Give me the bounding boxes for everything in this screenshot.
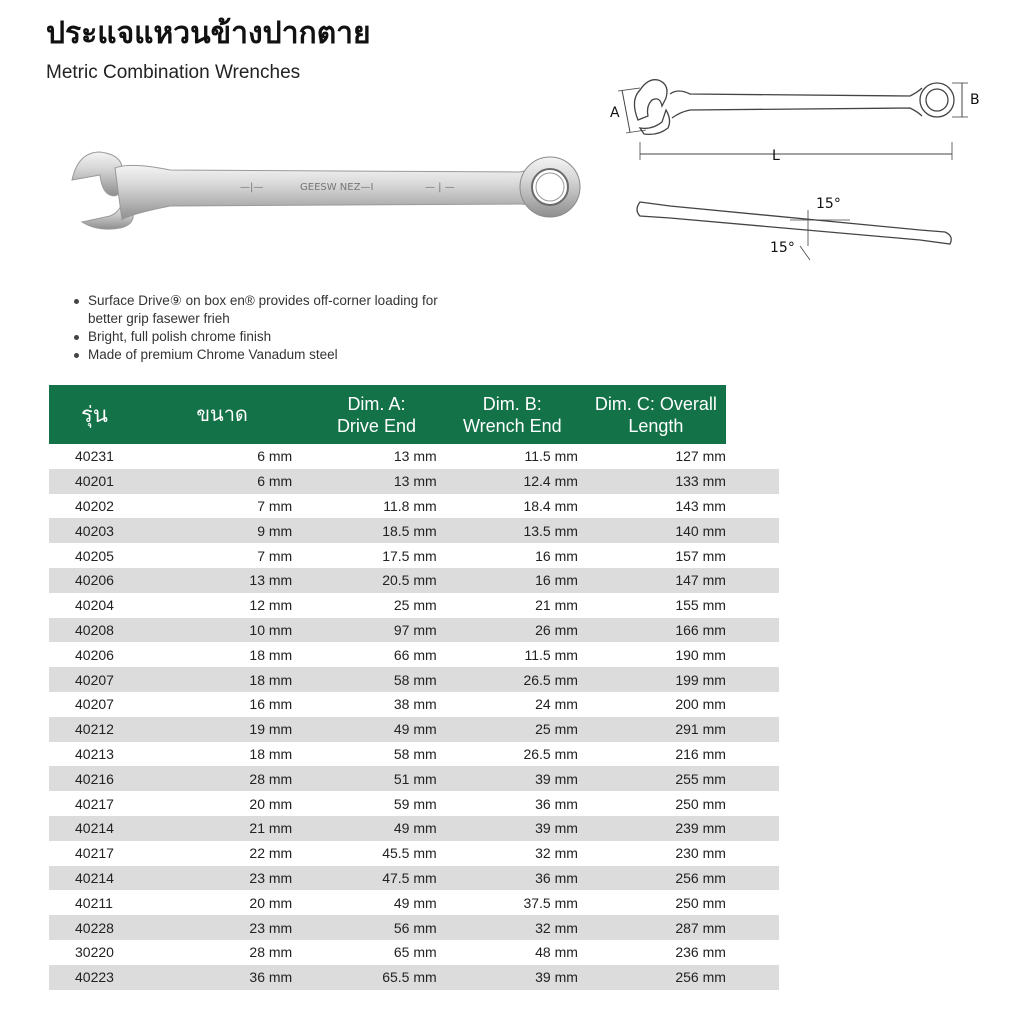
table-row: [49, 791, 779, 816]
dimension-diagram: [600, 70, 1010, 270]
cell-dim-c: 250 mm: [578, 890, 726, 915]
cell-size: 12 mm: [172, 593, 292, 618]
table-row: [49, 667, 779, 692]
cell-dim-b: 36 mm: [437, 866, 578, 891]
cell-dim-c: 199 mm: [578, 667, 726, 692]
cell-dim-c: 143 mm: [578, 494, 726, 519]
cell-dim-b: 36 mm: [437, 791, 578, 816]
cell-dim-c: 200 mm: [578, 692, 726, 717]
cell-dim-c: 256 mm: [578, 866, 726, 891]
page-title: ประแจแหวนข้างปากตาย: [46, 16, 371, 51]
cell-size: 18 mm: [172, 642, 292, 667]
header-dim-a: Dim. A: Drive End: [292, 385, 436, 444]
cell-dim-c: 166 mm: [578, 618, 726, 643]
cell-model: 40206: [49, 568, 172, 593]
page-subtitle: Metric Combination Wrenches: [46, 62, 301, 83]
cell-dim-b: 48 mm: [437, 940, 578, 965]
header-model: รุ่น: [49, 385, 172, 444]
cell-dim-a: 20.5 mm: [292, 568, 436, 593]
angle-top-label: 15°: [816, 196, 841, 212]
cell-model: 40223: [49, 965, 172, 990]
table-row: [49, 593, 779, 618]
row-spacer: [726, 766, 779, 791]
cell-dim-b: 24 mm: [437, 692, 578, 717]
cell-dim-c: 291 mm: [578, 717, 726, 742]
cell-dim-c: 147 mm: [578, 568, 726, 593]
table-row: [49, 742, 779, 767]
cell-size: 18 mm: [172, 667, 292, 692]
cell-model: 40208: [49, 618, 172, 643]
cell-dim-b: 39 mm: [437, 816, 578, 841]
cell-size: 7 mm: [172, 543, 292, 568]
cell-model: 40214: [49, 816, 172, 841]
row-spacer: [726, 469, 779, 494]
cell-size: 18 mm: [172, 742, 292, 767]
cell-dim-b: 39 mm: [437, 965, 578, 990]
row-spacer: [726, 543, 779, 568]
table-row: [49, 543, 779, 568]
cell-dim-b: 11.5 mm: [437, 444, 578, 469]
cell-model: 40201: [49, 469, 172, 494]
header-size: ขนาด: [172, 385, 292, 444]
table-row: [49, 766, 779, 791]
cell-dim-c: 216 mm: [578, 742, 726, 767]
cell-size: 10 mm: [172, 618, 292, 643]
cell-model: 40217: [49, 841, 172, 866]
cell-dim-a: 66 mm: [292, 642, 436, 667]
cell-dim-c: 133 mm: [578, 469, 726, 494]
label-b: B: [970, 92, 980, 108]
cell-dim-b: 18.4 mm: [437, 494, 578, 519]
table-row: [49, 568, 779, 593]
cell-model: 40213: [49, 742, 172, 767]
cell-model: 40211: [49, 890, 172, 915]
table-row: [49, 518, 779, 543]
row-spacer: [726, 444, 779, 469]
row-spacer: [726, 791, 779, 816]
cell-dim-a: 65 mm: [292, 940, 436, 965]
cell-model: 40216: [49, 766, 172, 791]
row-spacer: [726, 742, 779, 767]
cell-model: 40205: [49, 543, 172, 568]
row-spacer: [726, 841, 779, 866]
cell-size: 21 mm: [172, 816, 292, 841]
cell-size: 22 mm: [172, 841, 292, 866]
cell-dim-a: 97 mm: [292, 618, 436, 643]
cell-size: 13 mm: [172, 568, 292, 593]
cell-size: 28 mm: [172, 766, 292, 791]
feature-item: Bright, full polish chrome finish: [72, 328, 472, 346]
cell-size: 6 mm: [172, 469, 292, 494]
table-row: [49, 642, 779, 667]
cell-dim-c: 236 mm: [578, 940, 726, 965]
cell-dim-b: 25 mm: [437, 717, 578, 742]
cell-dim-a: 13 mm: [292, 444, 436, 469]
angle-bottom-label: 15°: [770, 240, 795, 256]
table-row: [49, 692, 779, 717]
row-spacer: [726, 518, 779, 543]
wrench-photo: [60, 140, 600, 240]
cell-model: 40203: [49, 518, 172, 543]
table-row: [49, 469, 779, 494]
cell-dim-c: 127 mm: [578, 444, 726, 469]
cell-dim-a: 13 mm: [292, 469, 436, 494]
row-spacer: [726, 940, 779, 965]
cell-dim-c: 230 mm: [578, 841, 726, 866]
feature-list: [72, 292, 472, 364]
cell-dim-a: 49 mm: [292, 717, 436, 742]
cell-dim-b: 26.5 mm: [437, 742, 578, 767]
cell-dim-b: 32 mm: [437, 841, 578, 866]
cell-model: 40207: [49, 692, 172, 717]
cell-dim-b: 16 mm: [437, 568, 578, 593]
spec-table: [49, 385, 779, 990]
table-row: [49, 816, 779, 841]
cell-size: 23 mm: [172, 915, 292, 940]
row-spacer: [726, 618, 779, 643]
cell-dim-b: 11.5 mm: [437, 642, 578, 667]
row-spacer: [726, 816, 779, 841]
cell-dim-a: 38 mm: [292, 692, 436, 717]
cell-size: 7 mm: [172, 494, 292, 519]
cell-model: 40204: [49, 593, 172, 618]
cell-dim-c: 190 mm: [578, 642, 726, 667]
cell-dim-b: 39 mm: [437, 766, 578, 791]
cell-size: 28 mm: [172, 940, 292, 965]
cell-model: 40206: [49, 642, 172, 667]
table-body: [49, 444, 779, 990]
cell-dim-a: 45.5 mm: [292, 841, 436, 866]
row-spacer: [726, 890, 779, 915]
feature-item: Made of premium Chrome Vanadum steel: [72, 346, 472, 364]
cell-model: 30220: [49, 940, 172, 965]
cell-dim-c: 255 mm: [578, 766, 726, 791]
label-a: A: [610, 105, 620, 121]
cell-dim-a: 51 mm: [292, 766, 436, 791]
cell-dim-a: 58 mm: [292, 742, 436, 767]
table-row: [49, 841, 779, 866]
table-row: [49, 444, 779, 469]
row-spacer: [726, 717, 779, 742]
cell-dim-b: 16 mm: [437, 543, 578, 568]
cell-model: 40228: [49, 915, 172, 940]
label-l: L: [772, 148, 780, 164]
table-row: [49, 494, 779, 519]
table-header-row: [49, 385, 779, 444]
table-row: [49, 717, 779, 742]
cell-dim-b: 21 mm: [437, 593, 578, 618]
cell-size: 36 mm: [172, 965, 292, 990]
cell-dim-a: 11.8 mm: [292, 494, 436, 519]
row-spacer: [726, 915, 779, 940]
table-row: [49, 940, 779, 965]
row-spacer: [726, 866, 779, 891]
spec-table-wrap: [49, 385, 779, 990]
svg-text:— | —: — | —: [425, 182, 455, 193]
row-spacer: [726, 494, 779, 519]
row-spacer: [726, 965, 779, 990]
feature-item: Surface Drive⑨ on box en® provides off-corner loading for better grip fasewer frieh: [72, 292, 472, 328]
row-spacer: [726, 642, 779, 667]
cell-size: 9 mm: [172, 518, 292, 543]
cell-dim-c: 256 mm: [578, 965, 726, 990]
table-row: [49, 965, 779, 990]
cell-size: 23 mm: [172, 866, 292, 891]
row-spacer: [726, 667, 779, 692]
cell-size: 16 mm: [172, 692, 292, 717]
cell-model: 40202: [49, 494, 172, 519]
cell-size: 20 mm: [172, 791, 292, 816]
cell-dim-a: 65.5 mm: [292, 965, 436, 990]
cell-dim-c: 155 mm: [578, 593, 726, 618]
table-row: [49, 866, 779, 891]
cell-dim-c: 250 mm: [578, 791, 726, 816]
cell-dim-a: 56 mm: [292, 915, 436, 940]
cell-dim-c: 140 mm: [578, 518, 726, 543]
cell-dim-b: 26.5 mm: [437, 667, 578, 692]
table-row: [49, 890, 779, 915]
cell-size: 19 mm: [172, 717, 292, 742]
cell-dim-a: 17.5 mm: [292, 543, 436, 568]
cell-dim-b: 13.5 mm: [437, 518, 578, 543]
cell-dim-c: 239 mm: [578, 816, 726, 841]
row-spacer: [726, 593, 779, 618]
cell-dim-c: 287 mm: [578, 915, 726, 940]
cell-dim-b: 12.4 mm: [437, 469, 578, 494]
table-row: [49, 915, 779, 940]
cell-model: 40207: [49, 667, 172, 692]
row-spacer: [726, 568, 779, 593]
cell-dim-a: 58 mm: [292, 667, 436, 692]
cell-size: 20 mm: [172, 890, 292, 915]
cell-model: 40217: [49, 791, 172, 816]
row-spacer: [726, 692, 779, 717]
svg-text:GEESW NEZ—I: GEESW NEZ—I: [300, 182, 374, 193]
svg-text:—|—: —|—: [240, 182, 264, 193]
cell-model: 40231: [49, 444, 172, 469]
cell-dim-a: 49 mm: [292, 890, 436, 915]
cell-dim-a: 47.5 mm: [292, 866, 436, 891]
header-dim-c: Dim. C: Overall Length: [578, 385, 726, 444]
header-dim-b: Dim. B: Wrench End: [437, 385, 578, 444]
cell-dim-c: 157 mm: [578, 543, 726, 568]
cell-size: 6 mm: [172, 444, 292, 469]
cell-dim-b: 32 mm: [437, 915, 578, 940]
cell-dim-a: 59 mm: [292, 791, 436, 816]
cell-dim-a: 25 mm: [292, 593, 436, 618]
cell-dim-a: 49 mm: [292, 816, 436, 841]
table-row: [49, 618, 779, 643]
cell-model: 40214: [49, 866, 172, 891]
cell-dim-a: 18.5 mm: [292, 518, 436, 543]
cell-model: 40212: [49, 717, 172, 742]
cell-dim-b: 37.5 mm: [437, 890, 578, 915]
cell-dim-b: 26 mm: [437, 618, 578, 643]
